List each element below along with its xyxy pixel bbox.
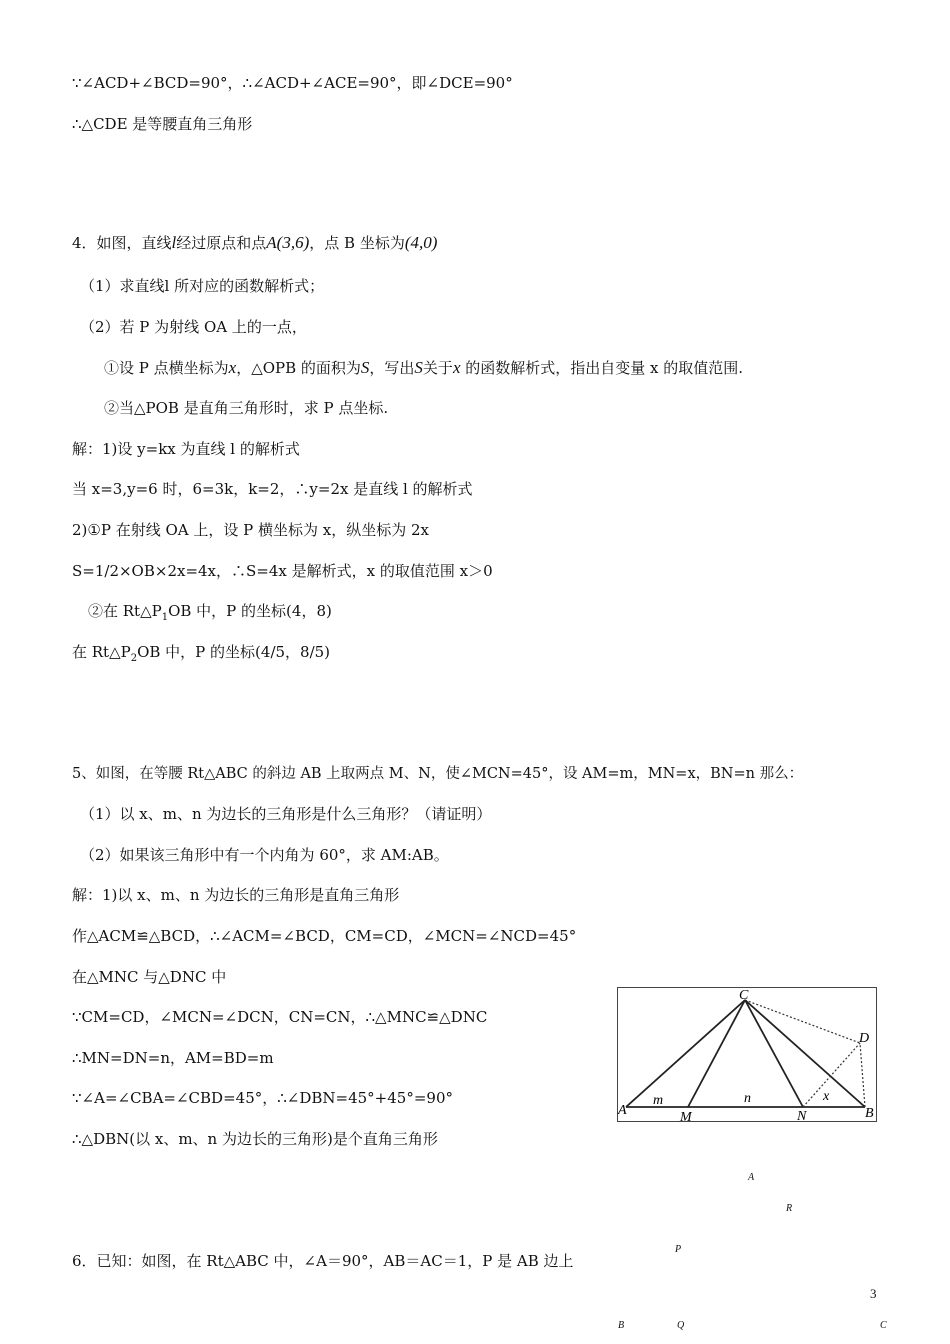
q4-text: 关于: [422, 359, 453, 377]
label-b: B: [865, 1106, 874, 1121]
solution-line: ∴△DBN(以 x、m、n 为边长的三角形)是个直角三角形: [72, 1130, 438, 1148]
q4-text: 4．如图，直线: [72, 234, 172, 252]
fig6-label-r: R: [786, 1203, 793, 1214]
q4-text: ①设 P 点横坐标为: [104, 359, 229, 377]
q4-text: ，写出: [369, 359, 415, 377]
q4-part2b: ②当△POB 是直角三角形时，求 P 点坐标.: [104, 399, 389, 417]
var-s: S: [414, 358, 423, 377]
subscript: 1: [161, 612, 169, 623]
label-m-length: m: [653, 1093, 664, 1108]
question-4-stem: [72, 233, 437, 253]
q4-point-a: A(3,6): [266, 233, 310, 252]
label-a: A: [618, 1103, 627, 1118]
label-d: D: [859, 1031, 870, 1046]
q4-part2a: [104, 358, 743, 378]
q5-part1: （1）以 x、m、n 为边长的三角形是什么三角形？（请证明）: [80, 805, 492, 823]
solution-line: 2)①P 在射线 OA 上，设 P 横坐标为 x，纵坐标为 2x: [72, 521, 429, 539]
question-5-stem: 5、如图，在等腰 Rt△ABC 的斜边 AB 上取两点 M、N，使∠MCN=45°，设 AM=m，MN=x，BN=n 那么：: [72, 766, 804, 782]
solution-line: 当 x=3,y=6 时，6=3k，k=2，∴y=2x 是直线 l 的解析式: [72, 480, 473, 498]
solution-line: 作△ACM≌△BCD，∴∠ACM=∠BCD，CM=CD，∠MCN=∠NCD=45°: [72, 927, 577, 945]
solution-line: 解：1)以 x、m、n 为边长的三角形是直角三角形: [72, 886, 400, 904]
triangle-figure: [617, 987, 879, 1127]
subscript: 2: [130, 653, 138, 664]
solution-text: OB 中，P 的坐标(4/5，8/5): [137, 643, 331, 661]
triangle-diagram: [617, 987, 879, 1123]
solution-line: S=1/2×OB×2x=4x，∴S=4x 是解析式，x 的取值范围 x＞0: [72, 562, 493, 580]
solution-text: OB 中，P 的坐标(4，8): [168, 602, 332, 620]
solution-line: [72, 642, 330, 669]
solution-line: 解：1)设 y=kx 为直线 l 的解析式: [72, 440, 300, 458]
q4-text: 的函数解析式，指出自变量 x 的取值范围.: [460, 359, 744, 377]
question-6-stem: 6．已知：如图，在 Rt△ABC 中，∠A＝90°，AB＝AC＝1，P 是 AB 边上: [72, 1252, 574, 1270]
proof-line: ∵∠ACD+∠BCD=90°，∴∠ACD+∠ACE=90°，即∠DCE=90°: [72, 74, 513, 92]
q4-part1: （1）求直线l 所对应的函数解析式；: [80, 277, 325, 295]
label-n: N: [797, 1109, 807, 1123]
solution-line: [88, 601, 332, 628]
label-x-length: x: [823, 1089, 830, 1104]
label-n-length: n: [744, 1091, 751, 1106]
solution-line: ∵CM=CD，∠MCN=∠DCN，CN=CN，∴△MNC≌△DNC: [72, 1008, 488, 1026]
solution-text: 在 Rt△P: [72, 643, 131, 661]
fig6-label-c: C: [880, 1320, 887, 1331]
q4-part2: （2）若 P 为射线 OA 上的一点，: [80, 318, 307, 336]
var-x: x: [452, 358, 461, 377]
q4-text: ，△OPB 的面积为: [236, 359, 361, 377]
fig6-label-q: Q: [677, 1320, 685, 1331]
q4-point-b: (4,0): [404, 233, 438, 252]
label-c: C: [739, 988, 749, 1003]
solution-text: ②在 Rt△P: [88, 602, 162, 620]
solution-line: 在△MNC 与△DNC 中: [72, 968, 227, 986]
fig6-label-a: A: [748, 1172, 755, 1183]
label-m: M: [680, 1110, 692, 1123]
fig6-label-b: B: [618, 1320, 625, 1331]
solution-line: ∴MN=DN=n，AM=BD=m: [72, 1049, 274, 1067]
var-x: x: [228, 358, 237, 377]
q5-part2: （2）如果该三角形中有一个内角为 60°，求 AM:AB。: [80, 846, 449, 864]
solution-line: ∵∠A=∠CBA=∠CBD=45°，∴∠DBN=45°+45°=90°: [72, 1089, 453, 1107]
q4-text: 经过原点和点: [176, 234, 267, 252]
fig6-label-p: P: [675, 1244, 682, 1255]
page-number: 3: [870, 1286, 877, 1301]
proof-conclusion: ∴△CDE 是等腰直角三角形: [72, 115, 253, 133]
var-s: S: [360, 358, 370, 377]
q4-text: ，点 B 坐标为: [309, 234, 405, 252]
q4-line-l: l: [171, 233, 177, 252]
